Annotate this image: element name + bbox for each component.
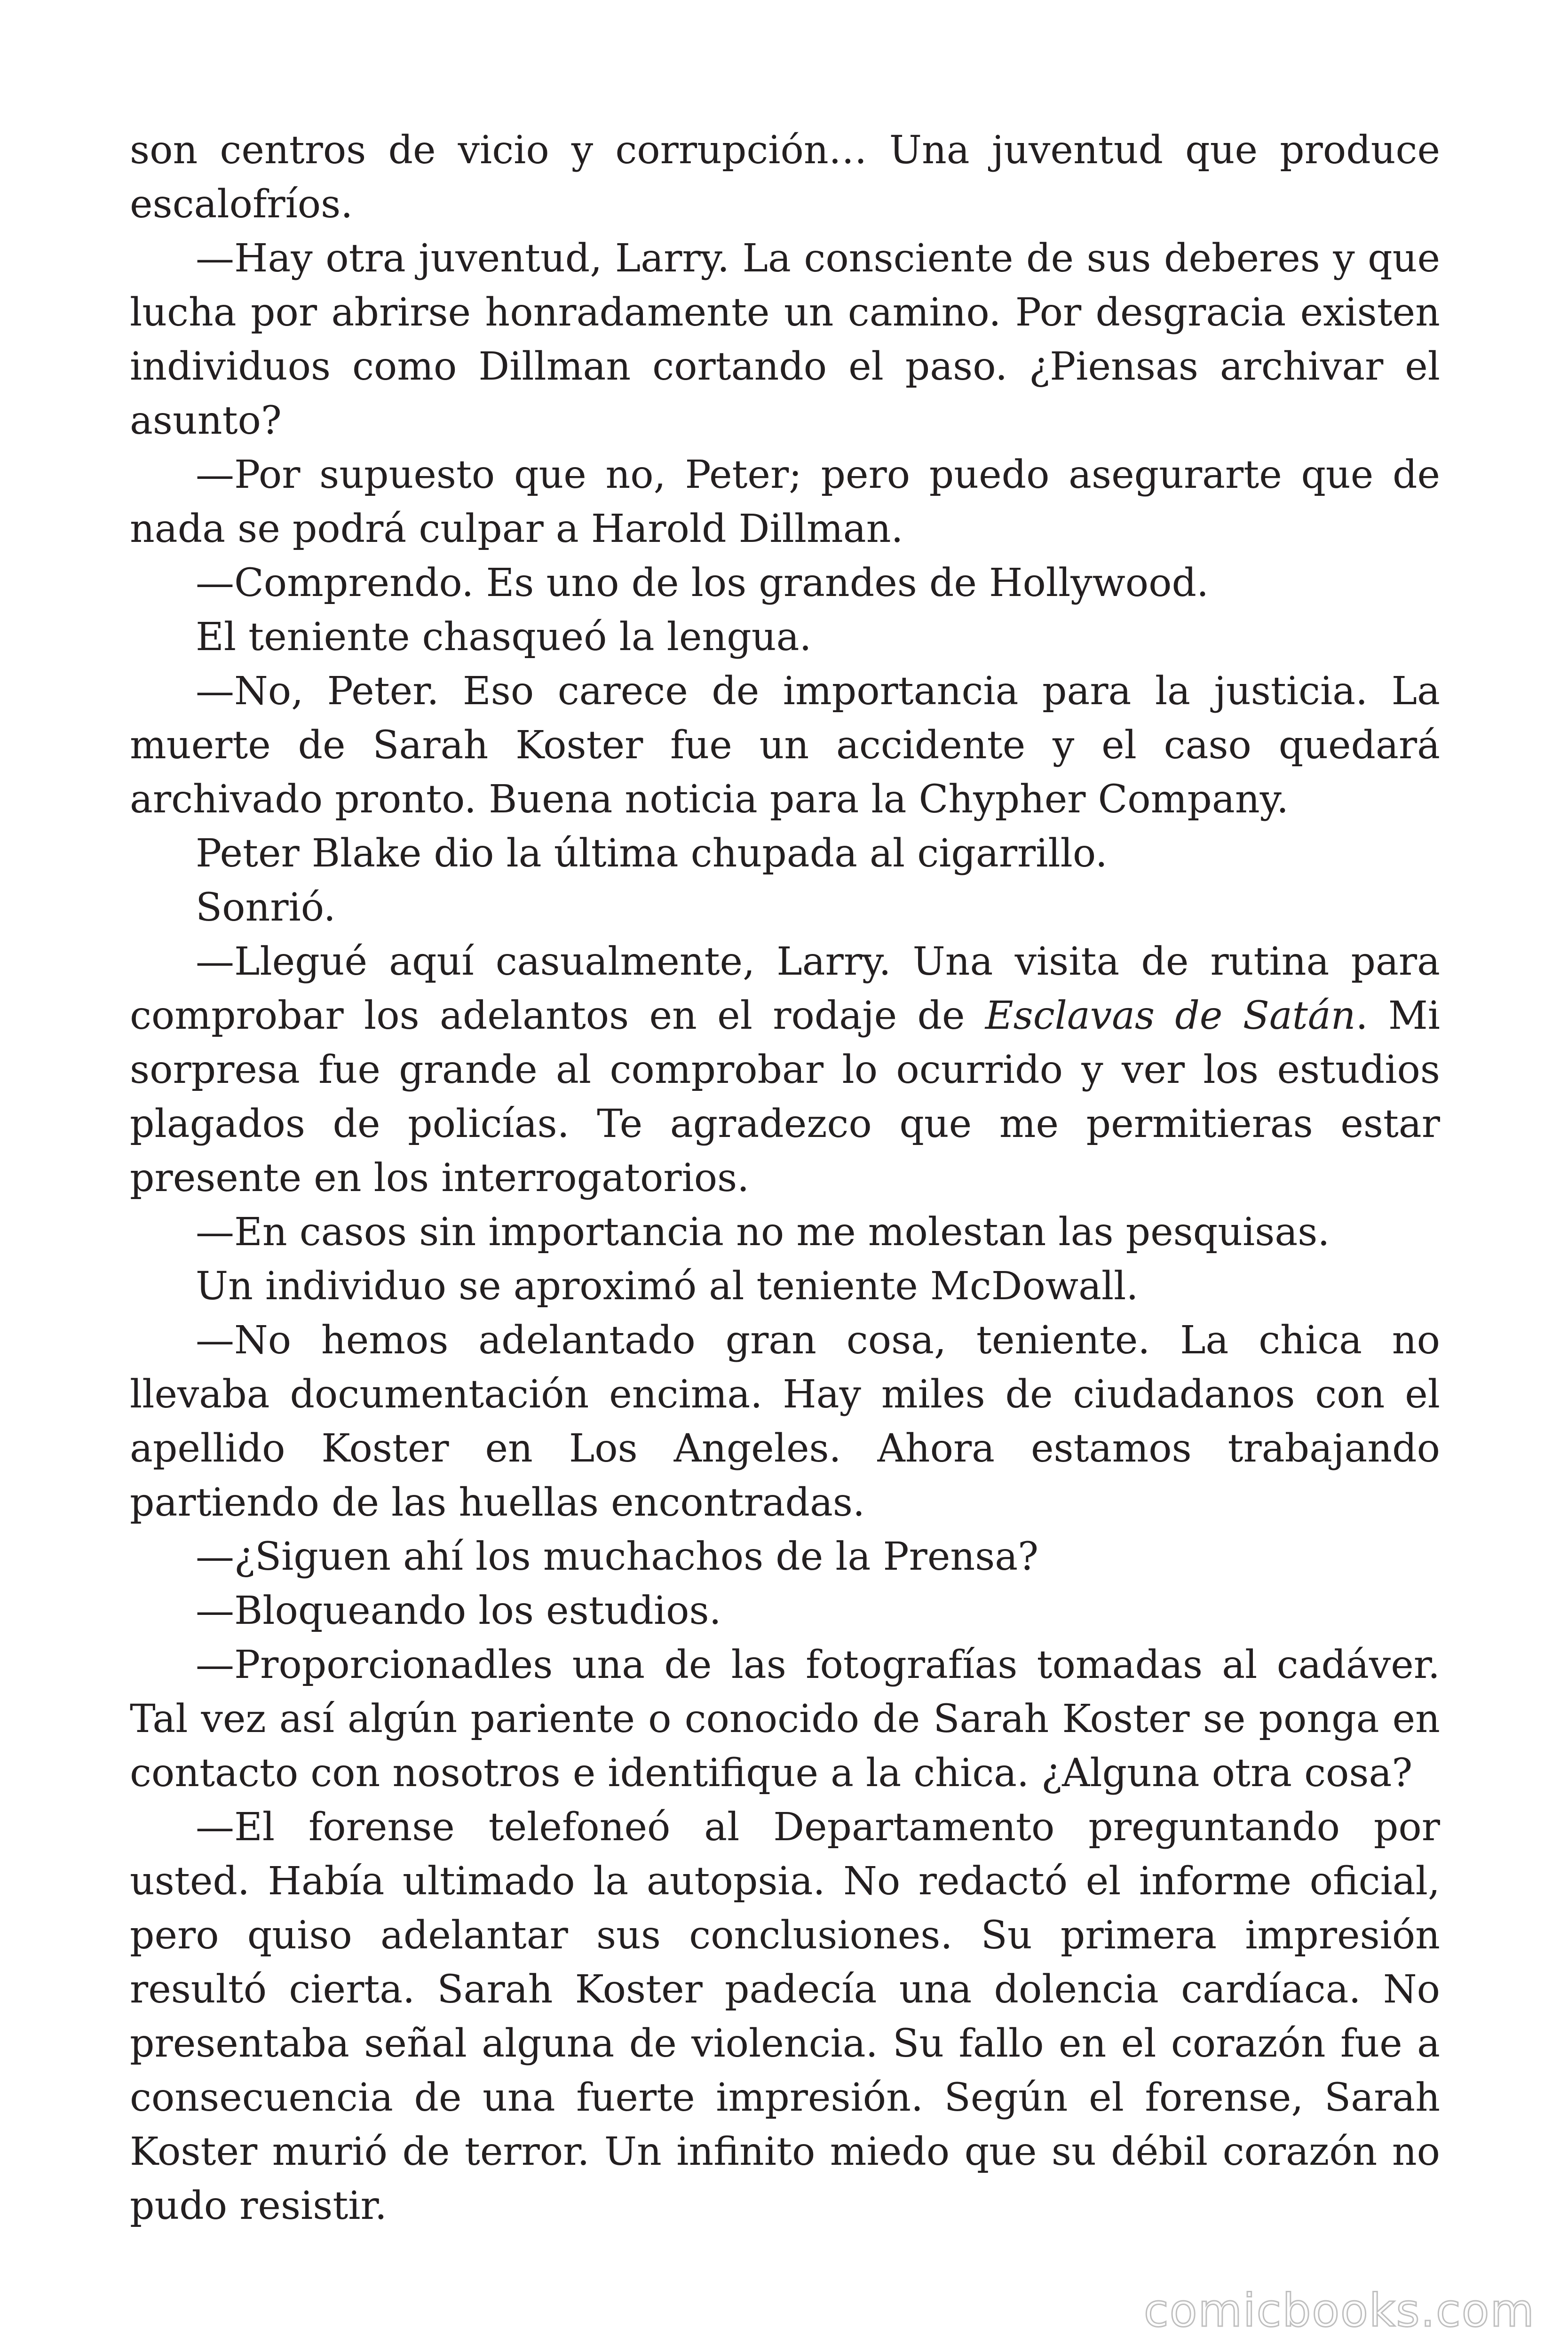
paragraph: —Por supuesto que no, Peter; pero puedo asegurarte que de nada se podrá culpar a Harold Dillman. bbox=[130, 453, 1440, 551]
paragraph: son centros de vicio y corrupción… Una juventud que produce escalofríos. bbox=[130, 128, 1440, 227]
paragraph: El teniente chasqueó la lengua. bbox=[196, 615, 812, 660]
paragraph: Peter Blake dio la última chupada al cigarrillo. bbox=[196, 831, 1108, 876]
watermark: comicbooks.com bbox=[1143, 2284, 1535, 2337]
paragraph: —No, Peter. Eso carece de importancia para la justicia. La muerte de Sarah Koster fue un accidente y el caso quedará archivado pronto. Buena noticia para la Chypher Company. bbox=[130, 669, 1440, 822]
paragraph-text: —Llegué aquí casualmente, Larry. Una visita de rutina para comprobar los adelantos en el rodaje de bbox=[130, 939, 1440, 1038]
paragraph: —Proporcionadles una de las fotografías tomadas al cadáver. Tal vez así algún pariente o conocido de Sarah Koster se ponga en contacto con nosotros e identifique a la chica. ¿Alguna otra cosa? bbox=[130, 1643, 1440, 1796]
paragraph: —En casos sin importancia no me molestan las pesquisas. bbox=[196, 1210, 1330, 1255]
paragraph: Un individuo se aproximó al teniente McDowall. bbox=[196, 1264, 1139, 1309]
paragraph bbox=[130, 935, 1440, 1205]
paragraph: —El forense telefoneó al Departamento preguntando por usted. Había ultimado la autopsia. No redactó el informe oficial, pero quiso adelantar sus conclusiones. Su primera impresión resultó cierta. Sarah Koster padecía una dolencia cardíaca. No presentaba señal alguna de violencia. Su fallo en el corazón fue a consecuencia de una fuerte impresión. Según el forense, Sarah Koster murió de terror. Un infinito miedo que su débil corazón no pudo resistir. bbox=[130, 1805, 1440, 2228]
paragraph-text: . Mi sorpresa fue grande al comprobar lo ocurrido y ver los estudios plagados de policías. Te agradezco que me permitieras estar presente en los interrogatorios. bbox=[130, 993, 1441, 1200]
paragraph: —Hay otra juventud, Larry. La consciente de sus deberes y que lucha por abrirse honradamente un camino. Por desgracia existen individuos como Dillman cortando el paso. ¿Piensas archivar el asunto? bbox=[130, 236, 1440, 443]
paragraph: —Bloqueando los estudios. bbox=[196, 1589, 721, 1633]
paragraph: —Comprendo. Es uno de los grandes de Hollywood. bbox=[196, 561, 1209, 605]
paragraph: —No hemos adelantado gran cosa, teniente. La chica no llevaba documentación encima. Hay miles de ciudadanos con el apellido Koster en Los Angeles. Ahora estamos trabajando partiendo de las huellas encontradas. bbox=[130, 1318, 1440, 1525]
paragraph: —¿Siguen ahí los muchachos de la Prensa? bbox=[196, 1534, 1039, 1579]
body-text bbox=[130, 123, 1440, 2233]
paragraph: Sonrió. bbox=[196, 885, 336, 930]
book-title-italic: Esclavas de Satán bbox=[985, 993, 1356, 1038]
